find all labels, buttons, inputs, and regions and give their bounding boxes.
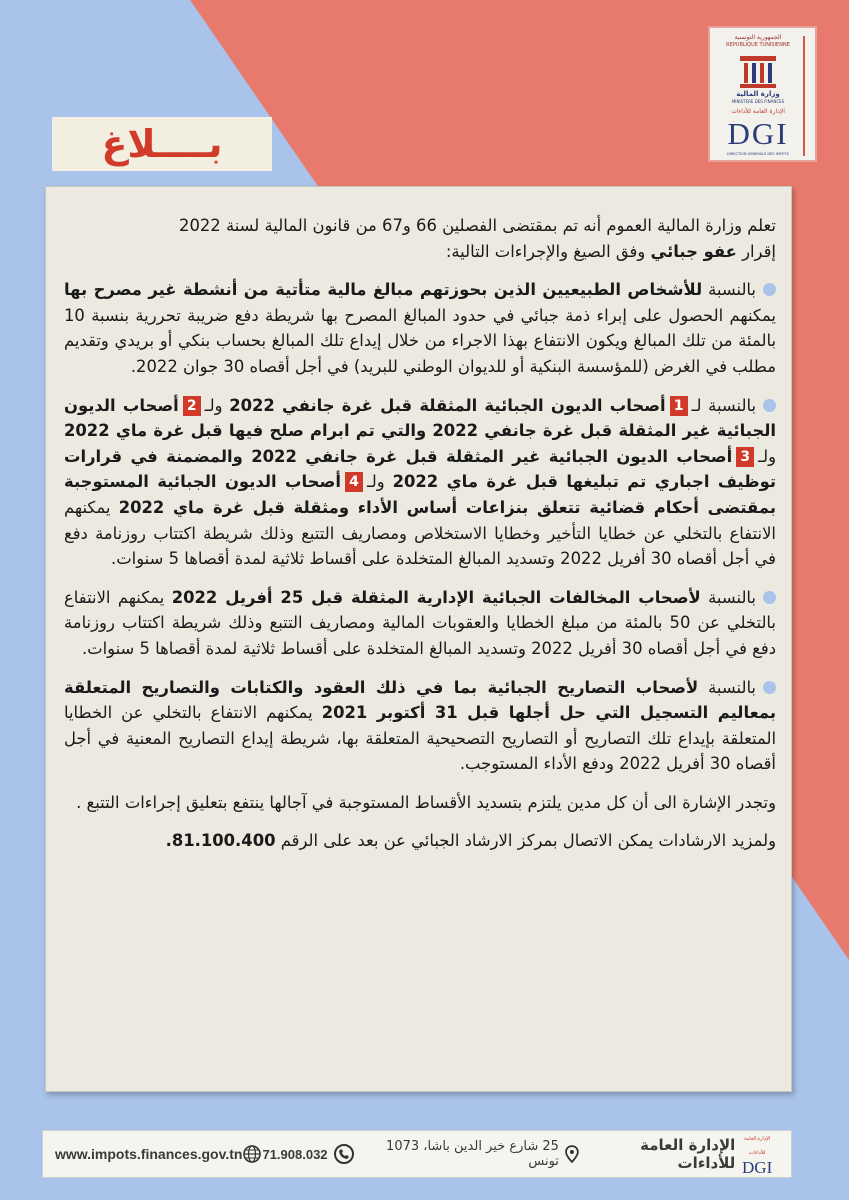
bullet-icon	[763, 681, 776, 694]
logo-dgi: DGI	[727, 116, 789, 151]
number-badge-4: 4	[345, 472, 363, 492]
p2-item4: أصحاب الديون الجبائية المستوجبة بمقتضى أحكام قضائية تتعلق بنزاعات أساس الأداء ومثقلة قبل غرة ماي 2022	[64, 472, 776, 517]
paragraph-individuals	[64, 277, 776, 379]
logo-divider	[803, 36, 805, 156]
footer-phone-group	[262, 1144, 353, 1164]
p3-text: يمكنهم الانتفاع بالتخلي عن 50 بالمئة من مبلغ الخطايا والعقوبات المالية ومصاريف التتبع وذلك شريطة اكتتاب روزنامة دفع في أجل أقصاه 30 أفريل 2022 وتسديد المبالغ المتخلدة على أقساط ثلاثية لمدة أقصاها 5 سنوات.	[64, 587, 776, 658]
logo-republic-fr: REPUBLIQUE TUNISIENNE	[726, 42, 790, 48]
announcement-body	[64, 213, 776, 854]
p1-text: يمكنهم الحصول على إبراء ذمة جبائي في حدود المبالغ المصرح بها شريطة دفع ضريبة تحررية بنسبة 10 بالمئة من تلك المبالغ ويكون الانتفاع بهذا الاجراء من خلال إيداع تلك المبالغ بحساب بنكي أو بريدي وتقديم مطلب في الغرض (للمؤسسة البنكية أو للديوان الوطني للبريد) في أجل أقصاه 30 جوان 2022.	[64, 305, 776, 376]
paragraph-tax-debts	[64, 393, 776, 572]
p2-and1: ولـ	[204, 395, 230, 415]
p4-bold: لأصحاب التصاريح الجبائية بما في ذلك العقود والكتابات والتصاريح المتعلقة بمعاليم التسجيل التي حل أجلها قبل 31 أكتوبر 2021	[64, 677, 776, 723]
contact-number: 81.100.400.	[165, 831, 276, 851]
p2-and3: ولـ	[366, 472, 393, 492]
paragraph-contact	[64, 828, 776, 854]
bullet-icon	[763, 283, 776, 296]
bullet-icon	[763, 591, 776, 604]
intro-line2a: إقرار	[736, 241, 776, 261]
p4-prefix: بالنسبة	[698, 677, 756, 697]
footer-address: 25 شارع خير الدين باشا، 1073 تونس	[386, 1139, 559, 1169]
number-badge-2: 2	[183, 396, 201, 416]
bullet-icon	[763, 399, 776, 412]
p2-text: يمكنهم الانتفاع بالتخلي عن خطايا التأخير وخطايا الاستخلاص ومصاريف التتبع وذلك شريطة اكتتاب روزنامة دفع في أجل أقصاه 30 أفريل 2022 وتسديد المبالغ المتخلدة على أقساط ثلاثية لمدة أقصاها 5 سنوات.	[64, 497, 776, 569]
footer-org: الإدارة العامة للأداءات	[640, 1136, 736, 1172]
intro-amnesty: عفو جبائي	[650, 241, 737, 261]
number-badge-3: 3	[736, 447, 754, 467]
logo-dga: الإدارة العامة للأداءات	[731, 108, 785, 115]
paragraph-violations	[64, 585, 776, 662]
p1-bold: للأشخاص الطبيعيين الذين بحوزتهم مبالغ مالية متأتية من أنشطة غير مصرح بها	[64, 280, 703, 300]
footer-bar	[42, 1130, 792, 1178]
p1-prefix: بالنسبة	[702, 280, 756, 300]
paragraph-note: وتجدر الإشارة الى أن كل مدين يلتزم بتسديد الأقساط المستوجبة في آجالها ينتفع بتعليق إجراءات التتبع .	[76, 792, 776, 812]
logo-ministry-fr: MINISTERE DES FINANCES	[731, 99, 785, 104]
announcement-title: بــــلاغ	[101, 122, 223, 166]
announcement-card	[45, 186, 792, 1092]
p2-prefix: بالنسبة لـ	[691, 395, 757, 415]
ministry-logo	[708, 26, 817, 162]
number-badge-1: 1	[670, 396, 688, 416]
footer-dgi-ar: الإدارة العامة للأداءات	[743, 1137, 771, 1156]
intro-line1: تعلم وزارة المالية العموم أنه تم بمقتضى الفصلين 66 و67 من قانون المالية لسنة 2022	[179, 216, 776, 235]
p2-item2: أصحاب الديون الجبائية غير المثقلة قبل غرة جانفي 2022 والتي تم ابرام صلح فيها قبل غرة ماي 2022	[64, 395, 776, 441]
globe-icon	[242, 1144, 262, 1164]
footer-dgi: DGI	[742, 1158, 773, 1177]
phone-icon	[334, 1144, 354, 1164]
intro-paragraph	[64, 213, 776, 264]
footer-phone[interactable]: 71.908.032	[262, 1146, 328, 1162]
announcement-title-box	[52, 117, 272, 171]
footer-dgi-logo	[735, 1133, 779, 1175]
contact-text: ولمزيد الارشادات يمكن الاتصال بمركز الارشاد الجبائي عن بعد على الرقم	[275, 831, 776, 851]
p3-bold: لأصحاب المخالفات الجبائية الإدارية المثقلة قبل 25 أفريل 2022	[171, 587, 701, 607]
logo-ministry: وزارة المالية	[736, 90, 780, 98]
p2-and2: ولـ	[758, 446, 776, 466]
footer-globe-group	[242, 1144, 262, 1164]
logo-dgi-full: DIRECTION GENERALE DES IMPOTS	[727, 152, 789, 156]
p3-prefix: بالنسبة	[700, 587, 756, 607]
p2-item3: أصحاب الديون الجبائية غير المثقلة قبل غرة جانفي 2022 والمضمنة في قرارات توظيف اجباري تم تبليغها قبل غرة ماي 2022	[64, 446, 776, 492]
temple-icon	[738, 52, 778, 90]
paragraph-declarations	[64, 675, 776, 777]
footer-website[interactable]: www.impots.finances.gov.tn	[55, 1146, 243, 1162]
p4-text: يمكنهم الانتفاع بالتخلي عن الخطايا المتعلقة بإيداع تلك التصاريح أو التصاريح التصحيحية المتعلقة بها، شريطة إيداع التصاريح المعنية في أجل أقصاه 30 أفريل 2022 ودفع الأداء المستوجب.	[64, 703, 776, 774]
footer-address-group	[354, 1139, 579, 1169]
intro-line2c: وفق الصيغ والإجراءات التالية:	[445, 241, 651, 261]
logo-republic: الجمهورية التونسية	[734, 34, 782, 41]
p2-item1: أصحاب الديون الجبائية المثقلة قبل غرة جانفي 2022	[229, 395, 666, 415]
location-pin-icon	[565, 1145, 579, 1163]
